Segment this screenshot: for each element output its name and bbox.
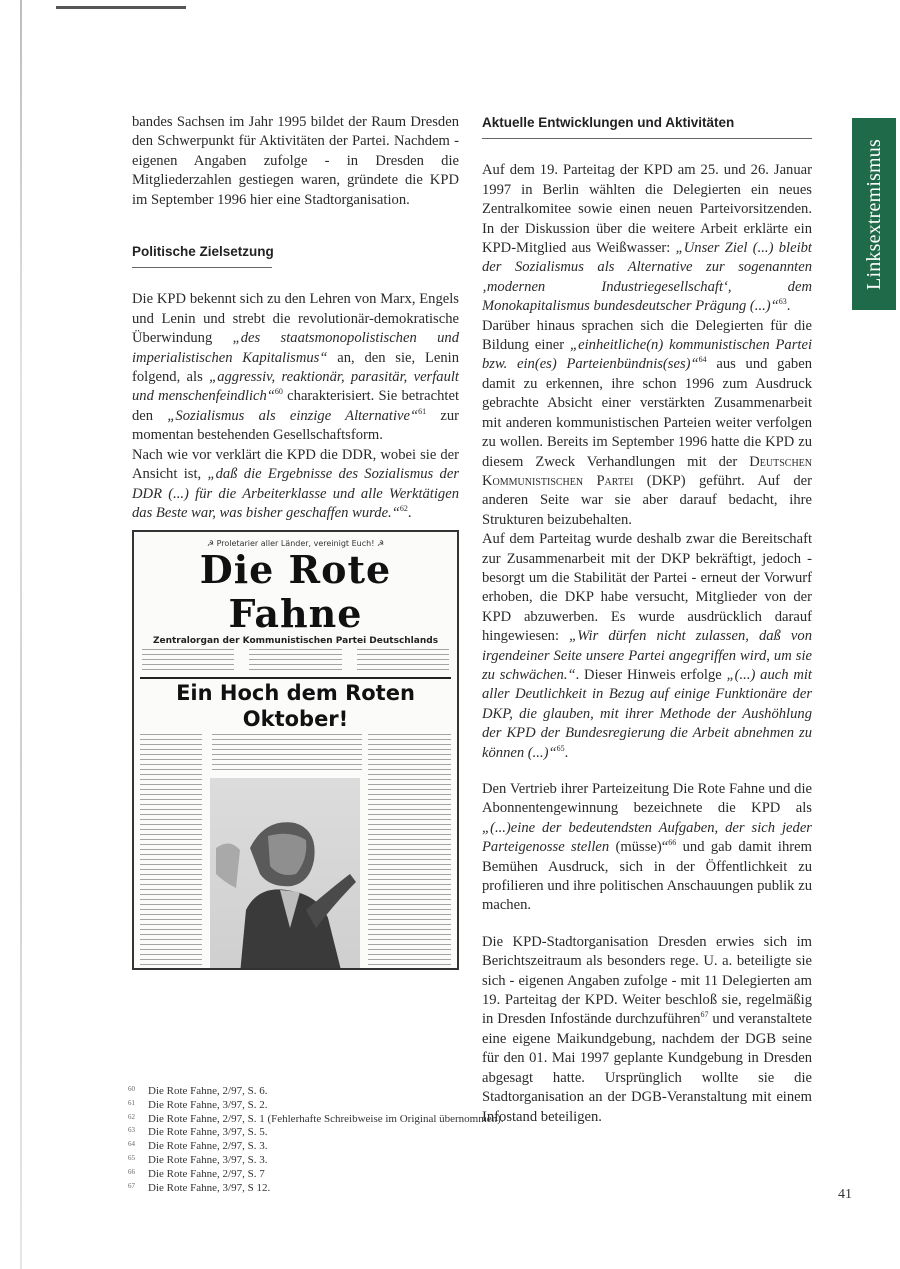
text: Auf dem Parteitag wurde deshalb zwar die Bereitschaft zur Zusammenarbeit mit der DKP bekräftigt, jedoch - besorgt um die Stabilität der Partei - erneut der Vorwurf erhoben, die DKP habe versucht, Mitglieder von der KPD abzuwerben. Es wurde ausdrücklich darauf hingewiesen:	[482, 531, 812, 645]
paragraph-ddr	[132, 446, 459, 524]
footnote-item	[128, 1085, 648, 1099]
right-column	[482, 113, 812, 1127]
footnote-number: 67	[128, 1181, 135, 1190]
left-column	[132, 113, 459, 523]
footnote-text: Die Rote Fahne, 3/97, S 12.	[148, 1181, 271, 1194]
newspaper-subtitle: Zentralorgan der Kommunistischen Partei Deutschlands	[152, 636, 439, 646]
quote: „(...)eine der bedeutendsten Aufgaben, der sich jeder Parteigenosse stellen	[482, 819, 812, 856]
footnote-ref[interactable]: 65	[556, 743, 565, 753]
text: .	[564, 744, 569, 761]
text: zur momentan bestehenden Gesellschaftsform.	[132, 407, 459, 444]
text: an, den sie, Lenin folgend, als	[132, 349, 459, 386]
newspaper-body	[140, 734, 451, 970]
footnote-text: Die Rote Fahne, 3/97, S. 3.	[148, 1153, 268, 1166]
section-heading-politische-zielsetzung: Politische Zielsetzung	[132, 244, 274, 260]
masthead-details-center	[249, 649, 341, 671]
footnote-item	[128, 1113, 648, 1127]
footnote-item	[128, 1099, 648, 1113]
section-heading-aktuelle-entwicklungen: Aktuelle Entwicklungen und Aktivitäten	[482, 115, 735, 130]
heading-underline	[132, 267, 272, 268]
newspaper-title: Die Rote Fahne	[199, 547, 392, 636]
quote: „Wir dürfen nicht zulassen, daß von irgendeiner Seite unsere Partei angegriffen wird, um sie zu schwächen.“	[482, 628, 812, 683]
text: charakterisiert. Sie betrachtet den	[132, 388, 459, 424]
footnote-number: 61	[128, 1098, 135, 1107]
text: Die KPD-Stadtorganisation Dresden erwies sich im Berichtszeitraum als besonders rege. U. a. beteiligte sie sich - eigenen Angaben zufolge - mit 11 Delegierten am 19. Parteitag der KPD. Weiter beschloß sie, regelmäßig in Dresden Infostände durchzuführen	[482, 933, 812, 1028]
paragraph-buendnis	[482, 317, 812, 530]
party-name-smallcaps: Deutschen Kommunistischen Partei	[482, 453, 812, 489]
newspaper-clipping	[132, 530, 459, 970]
footnote-item	[128, 1126, 648, 1140]
footnote-text: Die Rote Fahne, 2/97, S. 6.	[148, 1085, 268, 1097]
masthead-details-left	[142, 649, 234, 671]
footnote-text: Die Rote Fahne, 3/97, S. 5.	[148, 1126, 268, 1139]
footnote-number: 64	[128, 1140, 135, 1149]
text: (müsse)“	[609, 839, 669, 856]
section-heading-block	[132, 242, 459, 268]
footnote-number: 60	[128, 1085, 135, 1093]
quote: „einheitliche(n) kommunistischen Partei bzw. ein(es) Parteienbündnis(ses)“	[482, 337, 812, 373]
newspaper-headline: Ein Hoch dem Roten Oktober!	[176, 681, 415, 731]
newspaper-column-right	[368, 734, 451, 970]
footnote-item	[128, 1182, 648, 1196]
text: Nach wie vor verklärt die KPD die DDR, wobei sie der Ansicht ist,	[132, 446, 459, 483]
footnote-number: 63	[128, 1126, 135, 1135]
paragraph-dkp	[482, 530, 812, 763]
text: und gab damit ihrem Bemühen Ausdruck, sich in der Öffentlichkeit zu profilieren und ihre politischen Anschauungen publik zu machen.	[482, 839, 812, 914]
text: .	[786, 298, 791, 315]
text: Die KPD bekennt sich zu den Lehren von Marx, Engels und Lenin und strebt die revolutionär-demokratische Überwindung	[132, 291, 459, 347]
quote: „(...) auch mit aller Deutlichkeit in Bezug auf einige Funktionäre der DKP, die glauben, mit ihrer Methode der Aushöhlung der KPD der Bundesregierung die Arbeit abnehmen zu können (...)“	[482, 666, 812, 761]
footnote-ref[interactable]: 63	[778, 297, 787, 307]
footnote-ref[interactable]: 60	[274, 387, 283, 397]
newspaper-column-top	[212, 734, 362, 772]
text: Auf dem 19. Parteitag der KPD am 25. und 26. Januar 1997 in Berlin wählten die Delegierten ein neues Zentralkomitee sowie einen neuen Parteivorsitzenden. In der Diskussion über die weitere Arbeit erklärte ein KPD-Mitglied aus Weißwasser:	[482, 162, 812, 257]
paragraph-zielsetzung	[132, 290, 459, 445]
quote: „aggressiv, reaktionär, parasitär, verfault und menschenfeindlich“	[132, 369, 459, 405]
section-tab-label: Linksextremismus	[862, 138, 885, 290]
text: Den Vertrieb ihrer Parteizeitung Die Rote Fahne und die Abonnentengewinnung bezeichnete die KPD als	[482, 781, 812, 817]
footnote-number: 65	[128, 1153, 135, 1162]
footnote-text: Die Rote Fahne, 2/97, S. 1 (Fehlerhafte Schreibweise im Original übernommen).	[148, 1112, 504, 1125]
footnote-ref[interactable]: 67	[700, 1010, 709, 1020]
text: aus und gaben damit zu erkennen, ihre schon 1996 zum Ausdruck gebrachte Absicht einer verstärkten Zusammenarbeit mit anderen kommunistischen Parteien weiter verfolgen zu wollen. Bereits im September 1996 hatte die KPD zu diesem Zweck Verhandlungen mit der	[482, 356, 813, 470]
text: . Dieser Hinweis erfolge	[575, 666, 727, 683]
section-tab	[852, 118, 896, 310]
masthead-details-right	[357, 649, 449, 671]
footnote-item	[128, 1154, 648, 1168]
footnote-item	[128, 1168, 648, 1182]
portrait-illustration	[210, 778, 360, 970]
page-number: 41	[838, 1187, 852, 1202]
footnote-text: Die Rote Fahne, 2/97, S. 7	[148, 1167, 265, 1180]
footnote-ref[interactable]: 64	[698, 355, 707, 365]
paragraph-vertrieb	[482, 780, 812, 916]
lenin-portrait-image	[210, 778, 360, 970]
scan-edge-top	[56, 6, 186, 9]
text: und veranstaltete eine eigene Maikundgebung, nachdem der DGB seine für den 01. Mai 1997 geplante Kundgebung in Dresden abgesagt hatte. Ursprünglich wollte sie die Stadtorganisation an der DGB-Veranstaltung mit einem Infostand beteiligen.	[482, 1011, 812, 1125]
footnote-ref[interactable]: 61	[418, 407, 427, 417]
scan-edge-left	[20, 0, 22, 1269]
headline-rule	[140, 677, 451, 679]
quote: „Sozialismus als einzige Alternative“	[167, 407, 419, 424]
footnote-number: 62	[128, 1112, 135, 1121]
quote: „daß die Ergebnisse des Sozialismus der DDR (...) für die Arbeiterklasse und alle Werktätigen das Beste war, was bisher geschaffen wurde.“	[132, 466, 459, 521]
footnote-ref[interactable]: 66	[668, 838, 677, 848]
newspaper-column-left	[140, 734, 202, 970]
footnote-ref[interactable]: 62	[399, 504, 408, 514]
intro-paragraph: bandes Sachsen im Jahr 1995 bildet der Raum Dresden den Schwerpunkt für Aktivitäten der Partei. Nachdem - eigenen Angaben zufolge - in Dresden die Mitgliederzahlen gestiegen waren, gründete die KPD im September 1996 hier eine Stadtorganisation.	[132, 114, 459, 208]
footnote-item	[128, 1140, 648, 1154]
footnote-text: Die Rote Fahne, 2/97, S. 3.	[148, 1140, 268, 1153]
footnotes	[128, 1085, 648, 1195]
text: (DKP) geführt. Auf der anderen Seite war sie aber darauf bedacht, ihre Strukturen beizubehalten.	[482, 472, 812, 528]
heading-rule	[482, 138, 812, 139]
footnote-number: 66	[128, 1167, 135, 1176]
text: .	[407, 504, 412, 521]
footnote-text: Die Rote Fahne, 3/97, S. 2.	[148, 1098, 268, 1111]
quote: „Unser Ziel (...) bleibt der Sozialismus als Alternative zur sogenannten ‚modernen Industriegesellschaft‘, dem Monokapitalismus bundesdeutscher Prägung (...)“	[482, 240, 812, 315]
paragraph-parteitag	[482, 161, 812, 316]
text: Darüber hinaus sprachen sich die Delegierten für die Bildung einer	[482, 317, 812, 354]
newspaper-masthead-details	[142, 649, 449, 673]
quote: „des staatsmonopolistischen und imperialistischen Kapitalismus“	[132, 330, 459, 366]
newspaper-slogan: ☭ Proletarier aller Länder, vereinigt Euch! ☭	[206, 539, 385, 548]
